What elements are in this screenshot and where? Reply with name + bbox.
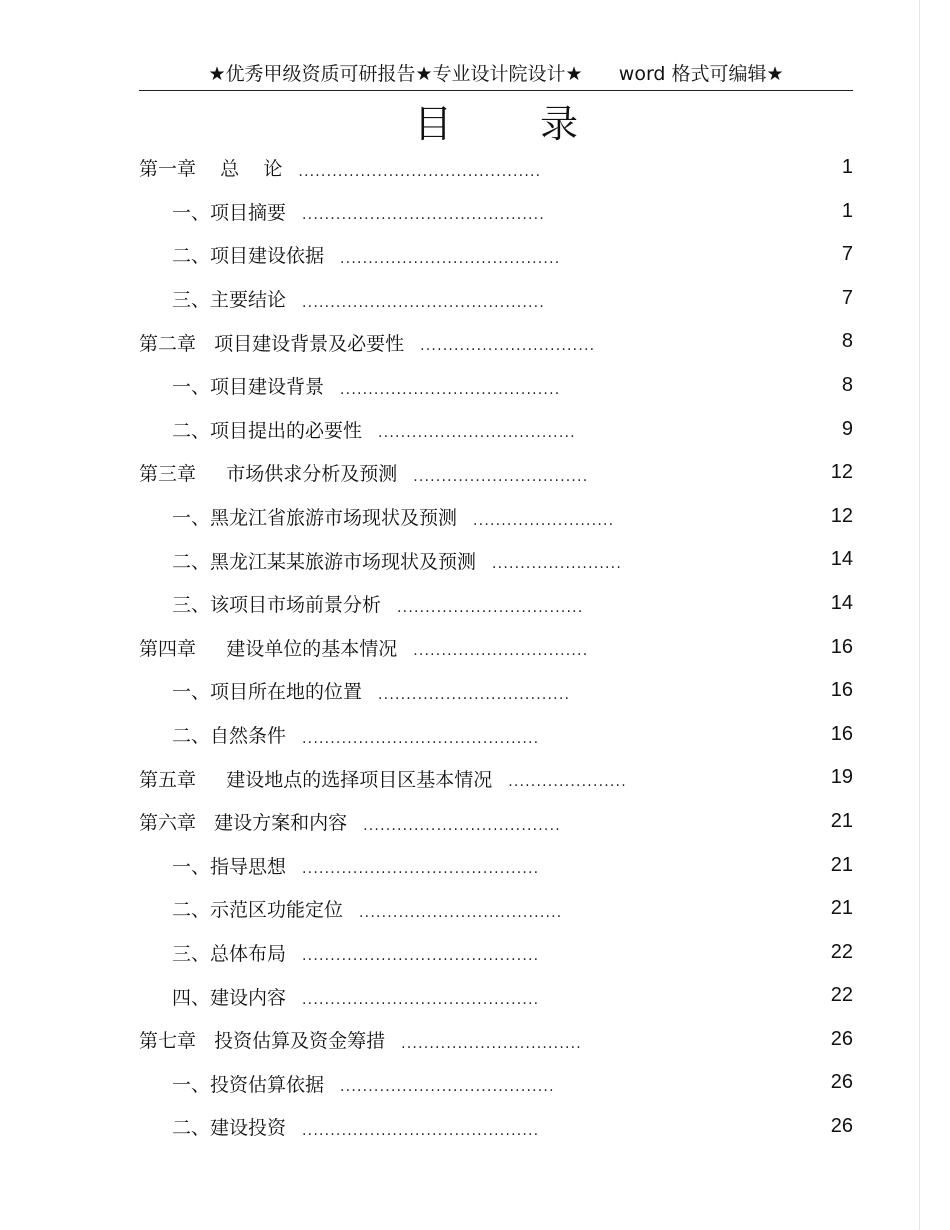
toc-page-number: 19 [830,766,853,789]
toc-leader-dots: ........................................... [302,294,545,311]
toc-page-number: 21 [830,809,853,832]
toc-page-number: 1 [841,156,853,178]
toc-page-number: 21 [830,853,853,876]
header-divider [139,90,853,91]
toc-section-entry[interactable] [139,538,853,582]
toc-page-number: 1 [841,199,853,222]
toc-entry-label: 一、指导思想 [172,855,287,878]
toc-page-number: 16 [830,679,853,702]
toc-entry-label: 二、项目建设依据 [172,245,325,268]
toc-entry-label: 四、建设内容 [172,986,287,1009]
toc-entry-label: 二、示范区功能定位 [172,899,344,922]
toc-leader-dots: .......................................... [302,861,540,878]
toc-leader-dots: .......................................... [302,1122,540,1139]
toc-leader-dots: .......................................... [302,730,540,747]
toc-page-number: 26 [830,1027,853,1050]
toc-leader-dots: ....................................... [340,381,561,398]
toc-section-entry[interactable] [139,408,853,452]
toc-page-number: 9 [841,417,853,440]
toc-entry-label: 一、黑龙江省旅游市场现状及预测 [172,507,458,530]
toc-page-number: 12 [830,461,853,484]
toc-section-entry[interactable] [139,1105,853,1149]
toc-entry-label: 一、项目建设背景 [172,376,325,399]
toc-section-entry[interactable] [139,844,853,888]
toc-entry-label: 第三章 市场供求分析及预测 [139,463,398,486]
toc-entry-label: 一、项目摘要 [172,201,287,224]
toc-leader-dots: ..................... [508,774,627,791]
toc-page-number: 26 [830,1071,853,1094]
toc-entry-label: 二、黑龙江某某旅游市场现状及预测 [172,550,477,573]
toc-leader-dots: ......................... [473,512,615,529]
toc-leader-dots: ............................... [413,468,589,485]
toc-entry-label: 二、项目提出的必要性 [172,419,363,442]
toc-leader-dots: ............................... [420,338,596,355]
toc-entry-label: 一、项目所在地的位置 [172,681,363,704]
toc-page-number: 21 [830,897,853,920]
table-of-contents [139,146,853,1149]
toc-page-number: 7 [841,286,853,309]
toc-leader-dots: ................................ [401,1035,582,1052]
toc-entry-label: 三、该项目市场前景分析 [172,594,382,617]
toc-chapter-entry[interactable] [139,1018,853,1062]
toc-page-number: 22 [830,940,853,963]
toc-page-number: 22 [830,984,853,1007]
page-header: ★优秀甲级资质可研报告★专业设计院设计★ word 格式可编辑★ [208,63,784,85]
toc-chapter-entry[interactable] [139,756,853,800]
toc-chapter-entry[interactable] [139,800,853,844]
page-edge-rule [919,0,920,1230]
toc-page-number: 14 [830,548,853,571]
toc-chapter-entry[interactable] [139,451,853,495]
toc-entry-label: 二、自然条件 [172,725,287,748]
toc-leader-dots: ................................... [378,425,576,442]
toc-entry-label: 第二章 项目建设背景及必要性 [139,332,405,355]
toc-leader-dots: ........................................... [298,163,542,180]
toc-leader-dots: ................................... [363,817,561,834]
toc-section-entry[interactable] [139,713,853,757]
toc-title: 目录 [413,102,666,146]
toc-page-number: 8 [841,373,853,396]
toc-leader-dots: ....................................... [340,250,561,267]
toc-section-entry[interactable] [139,931,853,975]
toc-leader-dots: ........................................... [302,207,545,224]
toc-page-number: 16 [830,635,853,658]
toc-chapter-entry[interactable] [139,626,853,670]
toc-section-entry[interactable] [139,974,853,1018]
toc-leader-dots: .................................... [359,904,563,921]
toc-page-number: 26 [830,1115,853,1138]
toc-entry-label: 二、建设投资 [172,1117,287,1140]
toc-section-entry[interactable] [139,582,853,626]
toc-entry-label: 三、主要结论 [172,289,287,312]
toc-page-number: 16 [830,722,853,745]
toc-section-entry[interactable] [139,233,853,277]
toc-entry-label: 第五章 建设地点的选择项目区基本情况 [139,768,493,791]
toc-leader-dots: .......................................... [302,992,540,1009]
toc-page-number: 8 [841,330,853,353]
toc-leader-dots: ...................................... [340,1079,555,1096]
toc-page-number: 7 [841,243,853,266]
toc-section-entry[interactable] [139,277,853,321]
toc-section-entry[interactable] [139,190,853,234]
toc-chapter-entry[interactable] [139,320,853,364]
toc-leader-dots: ....................... [492,556,622,573]
toc-leader-dots: ............................... [413,643,589,660]
toc-entry-label: 一、投资估算依据 [172,1073,325,1096]
toc-section-entry[interactable] [139,495,853,539]
toc-page-number: 12 [830,504,853,527]
toc-leader-dots: .................................. [378,686,571,703]
toc-page-number: 14 [830,591,853,614]
toc-section-entry[interactable] [139,1061,853,1105]
toc-entry-label: 第四章 建设单位的基本情况 [139,637,398,660]
toc-leader-dots: .......................................... [302,948,540,965]
toc-section-entry[interactable] [139,887,853,931]
toc-leader-dots: ................................. [397,599,584,616]
toc-entry-label: 第七章 投资估算及资金筹措 [139,1030,386,1053]
toc-chapter-entry[interactable] [139,146,853,190]
toc-section-entry[interactable] [139,669,853,713]
toc-entry-label: 第一章 总 论 [139,158,283,181]
toc-section-entry[interactable] [139,364,853,408]
toc-entry-label: 第六章 建设方案和内容 [139,812,348,835]
toc-entry-label: 三、总体布局 [172,942,287,965]
